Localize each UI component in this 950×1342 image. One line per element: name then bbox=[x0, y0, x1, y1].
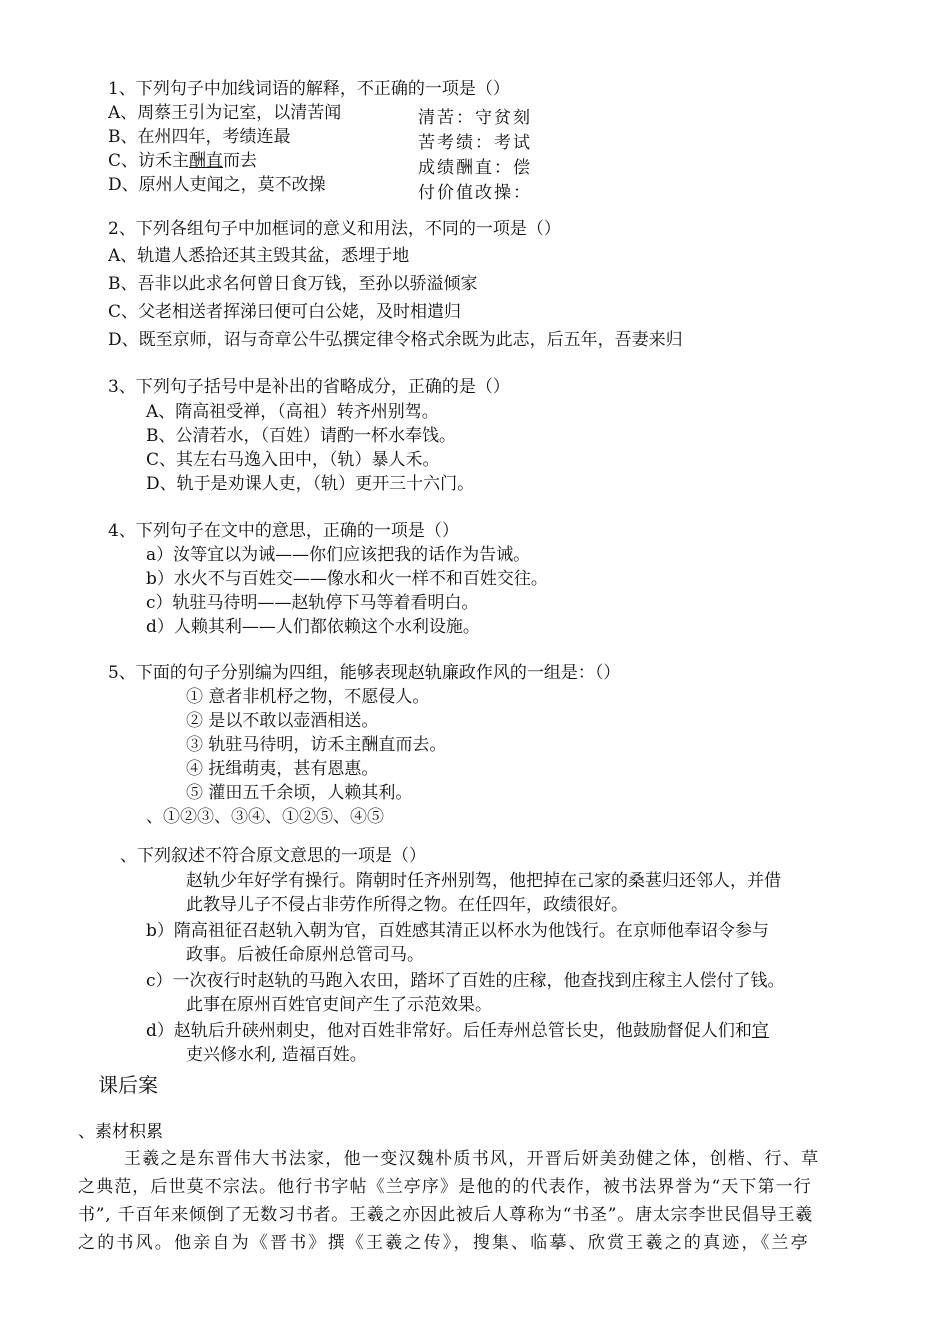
q2-stem: 2、下列各组句子中加框词的意义和用法，不同的一项是（） bbox=[108, 219, 561, 239]
q6-option-b-line1: b）隋高祖征召赵轨入朝为官，百姓感其清正以杯水为他饯行。在京师他奉诏令参与 bbox=[146, 921, 769, 941]
q2-option-a: A、轨遣人悉拾还其主毁其盆，悉埋于地 bbox=[108, 246, 410, 266]
q1-notes-box bbox=[418, 106, 578, 203]
q3-option-a: A、隋高祖受禅，（高祖）转齐州别驾。 bbox=[146, 402, 439, 422]
q1-option-b: B、在州四年，考绩连最 bbox=[108, 127, 291, 147]
q5-item: ⑤ 灌田五千余顷，人赖其利。 bbox=[186, 783, 413, 803]
subsection-title: 、素材积累 bbox=[78, 1122, 163, 1142]
section-heading: 课后案 bbox=[98, 1073, 158, 1097]
q5-item: ① 意者非机杼之物，不愿侵人。 bbox=[186, 687, 430, 707]
q4-option-a: a）汝等宜以为诫——你们应该把我的话作为告诫。 bbox=[146, 545, 531, 565]
q6-option-d-line2: 吏兴修水利, 造福百姓。 bbox=[186, 1045, 367, 1065]
q1-note: 清苦：守贫刻 bbox=[418, 108, 532, 128]
paragraph-line: 之的书风。他亲自为《晋书》撰《王羲之传》，搜集、临摹、欣赏王羲之的真迹，《兰亭 bbox=[78, 1233, 810, 1253]
q6-option-a-line1: 赵轨少年好学有操行。隋朝时任齐州别驾，他把掉在己家的桑葚归还邻人，并借 bbox=[186, 871, 781, 891]
q5-item: ③ 轨驻马待明，访禾主酬直而去。 bbox=[186, 735, 447, 755]
q5-item: ② 是以不敢以壶酒相送。 bbox=[186, 711, 379, 731]
q4-option-d: d）人赖其利——人们都依赖这个水利设施。 bbox=[146, 617, 480, 637]
q1-option-a: A、周蔡王引为记室，以清苦闻 bbox=[108, 103, 342, 123]
q2-option-d: D、既至京师，诏与奇章公牛弘撰定律令格式余既为此志，后五年，吾妻来归 bbox=[108, 330, 683, 350]
q2-option-c: C、父老相送者挥涕曰便可白公姥，及时相遣归 bbox=[108, 302, 462, 322]
q6-option-d-line1: d）赵轨后升硖州刺史，他对百姓非常好。后任寿州总管长史，他鼓励督促人们和官 bbox=[146, 1021, 769, 1041]
q6-option-c-line2: 此事在原州百姓官吏间产生了示范效果。 bbox=[186, 995, 492, 1015]
q6-option-b-line2: 政事。后被任命原州总管司马。 bbox=[186, 945, 424, 965]
q5-stem: 5、下面的句子分别编为四组，能够表现赵轨廉政作风的一组是：（） bbox=[108, 663, 621, 683]
q1-note: 成绩酬直：偿 bbox=[418, 158, 532, 178]
q6-stem: 、下列叙述不符合原文意思的一项是（） bbox=[120, 846, 426, 866]
q1-option-c: C、访禾主酬直而去 bbox=[108, 151, 258, 171]
q1-note: 付价值改操： bbox=[418, 183, 532, 203]
underlined-word: 官 bbox=[751, 1021, 769, 1041]
q3-option-b: B、公清若水，（百姓）请酌一杯水奉饯。 bbox=[146, 426, 456, 446]
q5-choices: 、①②③、③④、①②⑤、④⑤ bbox=[146, 807, 384, 827]
q3-option-c: C、其左右马逸入田中，（轨）暴人禾。 bbox=[146, 450, 440, 470]
q1-stem: 1、下列句子中加线词语的解释，不正确的一项是（） bbox=[108, 79, 510, 99]
q5-item: ④ 抚缉萌夷，甚有恩惠。 bbox=[186, 759, 379, 779]
q3-option-d: D、轨于是劝课人吏，（轨）更开三十六门。 bbox=[146, 474, 475, 494]
q1-note: 苦考绩：考试 bbox=[418, 133, 532, 153]
q4-option-c: c）轨驻马待明——赵轨停下马等着看明白。 bbox=[146, 593, 479, 613]
paragraph-line: 之典范，后世莫不宗法。他行书字帖《兰亭序》是他的的代表作，被书法界誉为“天下第一行 bbox=[78, 1177, 812, 1197]
paragraph-line: 书”, 千百年来倾倒了无数习书者。王羲之亦因此被后人尊称为“书圣”。唐太宗李世民倡导王羲 bbox=[78, 1205, 814, 1225]
q6-option-a-line2: 此教导儿子不侵占非劳作所得之物。在任四年，政绩很好。 bbox=[186, 895, 628, 915]
q2-option-b: B、吾非以此求名何曾日食万钱，至孙以骄溢倾家 bbox=[108, 274, 478, 294]
underlined-word: 酬直 bbox=[189, 151, 224, 171]
paragraph-line: 王羲之是东晋伟大书法家，他一变汉魏朴质书风，开晋后妍美劲健之体，创楷、行、草 bbox=[124, 1149, 820, 1169]
q4-stem: 4、下列句子在文中的意思，正确的一项是（） bbox=[108, 521, 459, 541]
q1-option-d: D、原州人吏闻之，莫不改操 bbox=[108, 175, 326, 195]
q4-option-b: b）水火不与百姓交——像水和火一样不和百姓交往。 bbox=[146, 569, 548, 589]
q3-stem: 3、下列句子括号中是补出的省略成分，正确的是（） bbox=[108, 377, 510, 397]
q6-option-c-line1: c）一次夜行时赵轨的马跑入农田，踏坏了百姓的庄稼，他查找到庄稼主人偿付了钱。 bbox=[146, 971, 785, 991]
